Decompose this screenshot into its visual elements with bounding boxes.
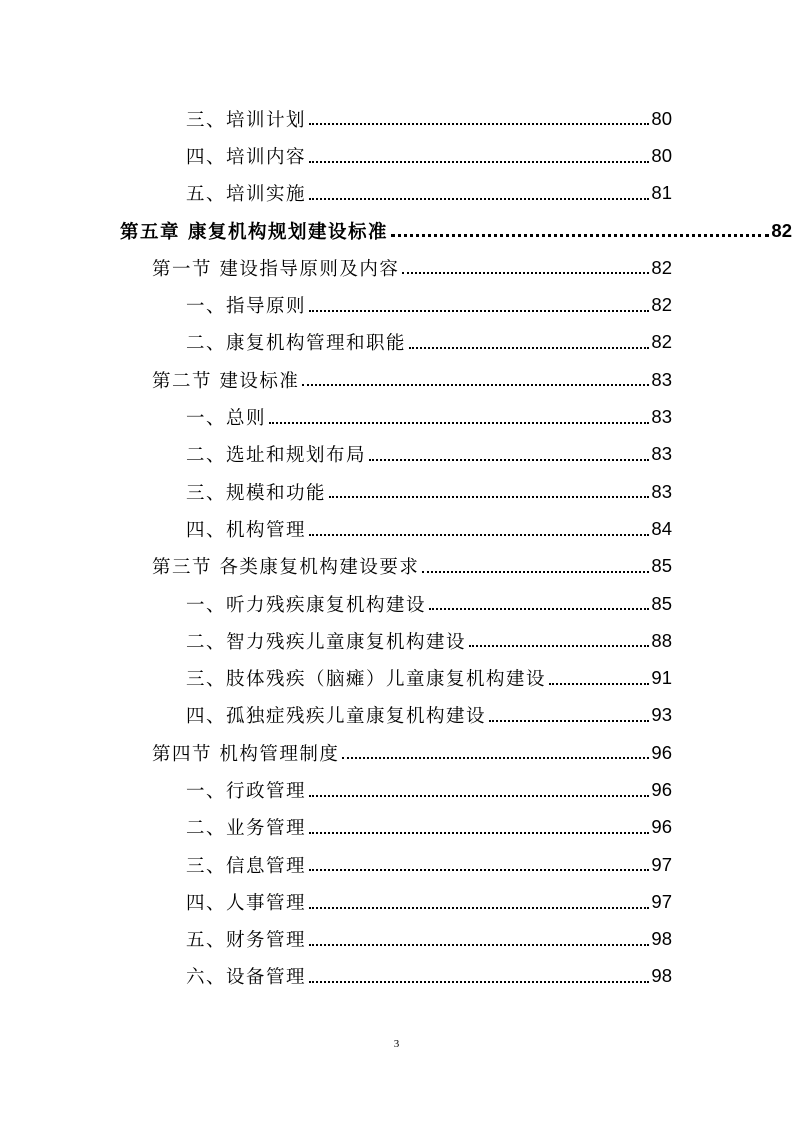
dot-leader: [402, 271, 649, 274]
toc-entry-item[interactable]: [0, 137, 672, 174]
toc-entry-page-number: 84: [651, 517, 672, 539]
toc-entry-title: 四、机构管理: [186, 519, 307, 541]
toc-entry-item[interactable]: [0, 921, 672, 958]
toc-entry-title: 三、信息管理: [186, 855, 307, 877]
dot-leader: [429, 607, 649, 610]
dot-leader: [422, 570, 649, 573]
dot-leader: [309, 831, 649, 834]
dot-leader: [309, 906, 649, 909]
toc-entry-item[interactable]: [0, 771, 672, 808]
dot-leader: [329, 495, 649, 498]
toc-entry-title: 六、设备管理: [186, 967, 307, 989]
toc-entry-item[interactable]: [0, 697, 672, 734]
toc-entry-page-number: 96: [651, 816, 672, 838]
toc-entry-page-number: 96: [651, 778, 672, 800]
toc-entry-page-number: 85: [651, 555, 672, 577]
toc-entry-section[interactable]: [0, 734, 672, 771]
dot-leader: [309, 533, 649, 536]
toc-entry-item[interactable]: [0, 958, 672, 995]
toc-entry-page-number: 82: [771, 219, 792, 241]
toc-entry-title: 二、业务管理: [186, 818, 307, 840]
toc-entry-title: 一、行政管理: [186, 780, 307, 802]
dot-leader: [309, 943, 649, 946]
toc-entry-page-number: 93: [651, 704, 672, 726]
toc-entry-page-number: 83: [651, 443, 672, 465]
toc-entry-page-number: 82: [651, 256, 672, 278]
dot-leader: [309, 197, 649, 200]
toc-entry-title: 三、规模和功能: [186, 482, 327, 504]
toc-entry-chapter[interactable]: [0, 212, 792, 249]
dot-leader: [302, 383, 649, 386]
toc-entry-section[interactable]: [0, 249, 672, 286]
toc-entry-page-number: 81: [651, 182, 672, 204]
toc-entry-item[interactable]: [0, 510, 672, 547]
dot-leader: [549, 682, 649, 685]
dot-leader: [391, 233, 769, 237]
toc-entry-item[interactable]: [0, 175, 672, 212]
toc-entry-item[interactable]: [0, 324, 672, 361]
toc-entry-item[interactable]: [0, 883, 672, 920]
toc-entry-item[interactable]: [0, 100, 672, 137]
toc-entry-page-number: 98: [651, 928, 672, 950]
toc-entry-title: 第四节 机构管理制度: [152, 743, 340, 765]
toc-entry-title: 四、培训内容: [186, 146, 307, 168]
toc-entry-title: 一、总则: [186, 408, 267, 430]
toc-entry-title: 二、康复机构管理和职能: [186, 333, 407, 355]
dot-leader: [309, 794, 649, 797]
dot-leader: [309, 160, 649, 163]
toc-entry-item[interactable]: [0, 585, 672, 622]
toc-entry-page-number: 83: [651, 480, 672, 502]
dot-leader: [409, 346, 649, 349]
toc-entry-page-number: 85: [651, 592, 672, 614]
toc-entry-title: 二、智力残疾儿童康复机构建设: [186, 631, 467, 653]
toc-entry-page-number: 97: [651, 890, 672, 912]
toc-entry-title: 四、孤独症残疾儿童康复机构建设: [186, 706, 487, 728]
toc-entry-page-number: 88: [651, 629, 672, 651]
toc-entry-title: 第二节 建设标准: [152, 370, 300, 392]
toc-entry-section[interactable]: [0, 361, 672, 398]
toc-entry-title: 第三节 各类康复机构建设要求: [152, 557, 420, 579]
dot-leader: [309, 309, 649, 312]
toc-entry-item[interactable]: [0, 846, 672, 883]
dot-leader: [369, 458, 649, 461]
toc-entry-page-number: 98: [651, 965, 672, 987]
toc-entry-item[interactable]: [0, 286, 672, 323]
dot-leader: [342, 756, 649, 759]
toc-entry-title: 五、培训实施: [186, 184, 307, 206]
dot-leader: [489, 719, 649, 722]
toc-entry-title: 二、选址和规划布局: [186, 445, 367, 467]
dot-leader: [469, 644, 649, 647]
toc-entry-page-number: 83: [651, 368, 672, 390]
toc-entry-page-number: 80: [651, 144, 672, 166]
toc-entry-title: 五、财务管理: [186, 930, 307, 952]
toc-entry-page-number: 96: [651, 741, 672, 763]
toc-entry-page-number: 97: [651, 853, 672, 875]
toc-entry-item[interactable]: [0, 436, 672, 473]
toc-entry-title: 第五章 康复机构规划建设标准: [120, 221, 388, 243]
toc-entry-title: 三、培训计划: [186, 109, 307, 131]
toc-entry-title: 一、指导原则: [186, 296, 307, 318]
toc-entry-item[interactable]: [0, 398, 672, 435]
toc-entry-title: 一、听力残疾康复机构建设: [186, 594, 427, 616]
toc-entry-item[interactable]: [0, 809, 672, 846]
toc-entry-page-number: 82: [651, 294, 672, 316]
dot-leader: [269, 421, 649, 424]
toc-entry-page-number: 82: [651, 331, 672, 353]
toc-entry-title: 第一节 建设指导原则及内容: [152, 258, 400, 280]
toc-entry-page-number: 80: [651, 107, 672, 129]
table-of-contents: [0, 100, 793, 995]
toc-entry-page-number: 83: [651, 406, 672, 428]
toc-entry-title: 三、肢体残疾（脑瘫）儿童康复机构建设: [186, 669, 547, 691]
toc-entry-item[interactable]: [0, 659, 672, 696]
dot-leader: [309, 868, 649, 871]
toc-entry-item[interactable]: [0, 473, 672, 510]
dot-leader: [309, 122, 649, 125]
dot-leader: [309, 980, 649, 983]
toc-entry-page-number: 91: [651, 667, 672, 689]
toc-entry-item[interactable]: [0, 622, 672, 659]
page-number: 3: [393, 1038, 400, 1050]
toc-entry-title: 四、人事管理: [186, 892, 307, 914]
toc-entry-section[interactable]: [0, 548, 672, 585]
